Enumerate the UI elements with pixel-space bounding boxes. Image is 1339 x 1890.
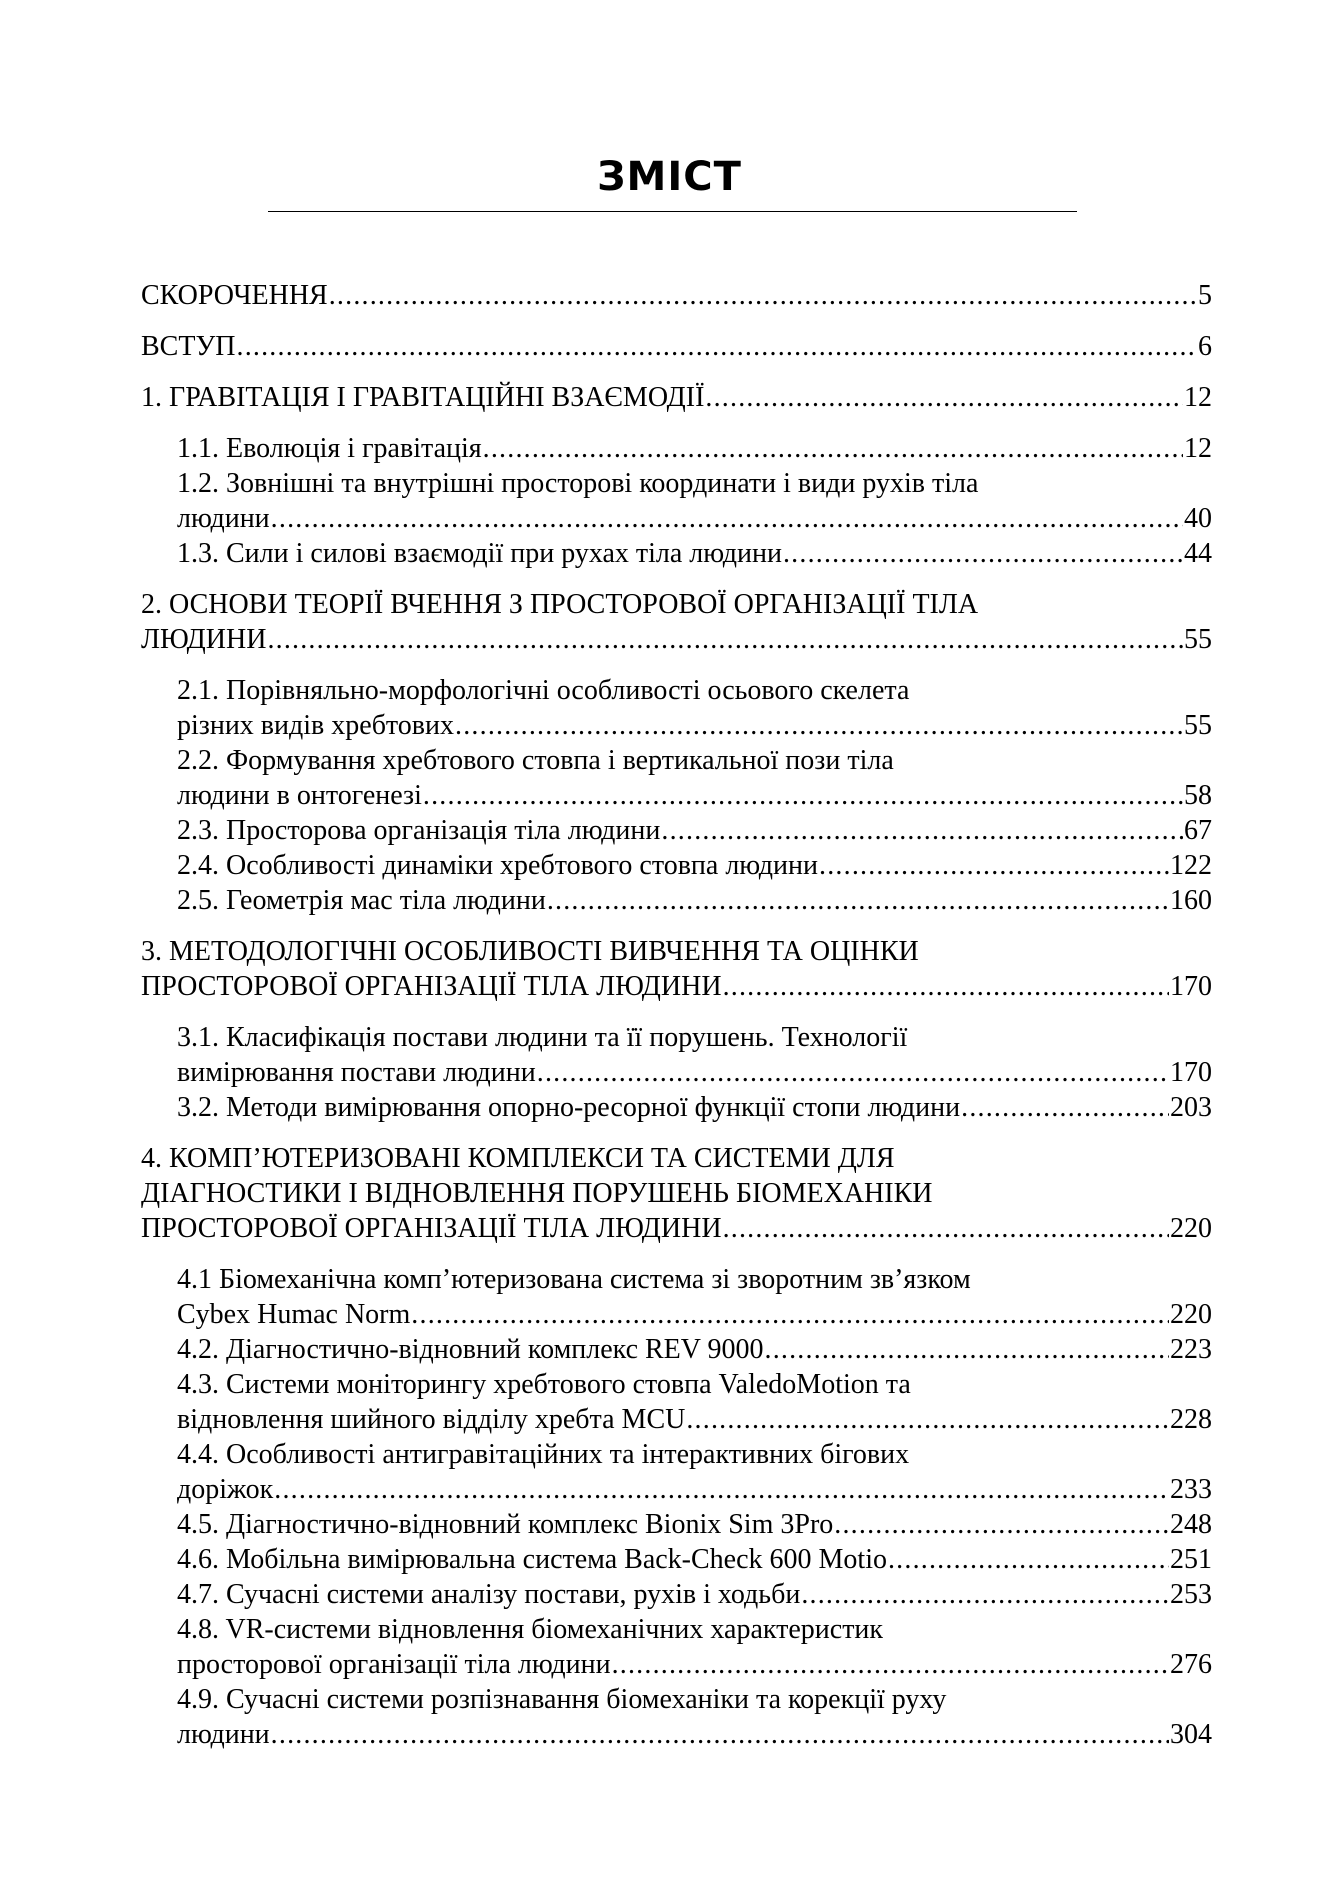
toc-page-number: 223 [1170, 1334, 1212, 1365]
toc-page-number: 220 [1170, 1299, 1212, 1330]
toc-entry-title: 2. ОСНОВИ ТЕОРІЇ ВЧЕННЯ З ПРОСТОРОВОЇ ОРГАНІЗАЦІЇ ТІЛА [141, 589, 979, 620]
toc-entry-title: ВСТУП [141, 331, 236, 362]
page-title: ЗМІСТ [597, 154, 742, 200]
toc-entry-title: 4.2. Діагностично-відновний комплекс REV 9000 [177, 1334, 764, 1365]
toc-page-number: 233 [1170, 1474, 1212, 1505]
toc-entry-title: вимірювання постави людини [177, 1057, 536, 1088]
toc-entry-title: СКОРОЧЕННЯ [141, 280, 328, 311]
toc-entry-title: 4.7. Сучасні системи аналізу постави, рухів і ходьби [177, 1579, 801, 1610]
toc-dot-leader [686, 1402, 1169, 1437]
toc-entry-title: 2.5. Геометрія мас тіла людини [177, 885, 546, 916]
toc-entry-title: доріжок [177, 1474, 274, 1505]
toc-dot-leader [723, 1211, 1169, 1246]
toc-page-number: 12 [1184, 433, 1212, 464]
toc-page-number: 276 [1170, 1649, 1212, 1680]
toc-entry-title: 2.4. Особливості динаміки хребтового стовпа людини [177, 850, 819, 881]
toc-page-number: 220 [1170, 1213, 1212, 1244]
toc-page-number: 5 [1198, 280, 1212, 311]
toc-entry-title: 4.4. Особливості антигравітаційних та інтерактивних бігових [177, 1439, 910, 1470]
toc-dot-leader [819, 848, 1169, 883]
toc-entry-title: 3.1. Класифікація постави людини та її порушень. Технології [177, 1022, 908, 1053]
toc-page-number: 251 [1170, 1544, 1212, 1575]
title-underline [268, 211, 1077, 212]
toc-entry-title: різних видів хребтових [177, 710, 455, 741]
toc-entry-title: просторової організації тіла людини [177, 1649, 611, 1680]
toc-entry-title: 3. МЕТОДОЛОГІЧНІ ОСОБЛИВОСТІ ВИВЧЕННЯ ТА ОЦІНКИ [141, 936, 919, 967]
toc-page-number: 55 [1184, 624, 1212, 655]
toc-entry-title: відновлення шийного відділу хребта MCU [177, 1404, 686, 1435]
toc-page-number: 55 [1184, 710, 1212, 741]
toc-dot-leader [961, 1090, 1169, 1125]
toc-dot-leader [661, 813, 1183, 848]
toc-page-number: 58 [1184, 780, 1212, 811]
toc-page-number: 170 [1170, 971, 1212, 1002]
toc-entry-title: ПРОСТОРОВОЇ ОРГАНІЗАЦІЇ ТІЛА ЛЮДИНИ [141, 1213, 722, 1244]
toc-dot-leader [411, 1297, 1169, 1332]
toc-entry-title: 4.6. Мобільна вимірювальна система Back-Check 600 Motio [177, 1544, 887, 1575]
toc-page-number: 67 [1184, 815, 1212, 846]
toc-dot-leader [834, 1507, 1169, 1542]
toc-page-number: 228 [1170, 1404, 1212, 1435]
toc-page-number: 248 [1170, 1509, 1212, 1540]
toc-entry-title: ПРОСТОРОВОЇ ОРГАНІЗАЦІЇ ТІЛА ЛЮДИНИ [141, 971, 722, 1002]
toc-dot-leader [888, 1542, 1169, 1577]
toc-dot-leader [801, 1577, 1169, 1612]
toc-entry-title: 4.1 Біомеханічна комп’ютеризована система зі зворотним зв’язком [177, 1264, 971, 1295]
toc-entry-title: ЛЮДИНИ [141, 624, 267, 655]
toc-entry-title: 2.1. Порівняльно-морфологічні особливості осьового скелета [177, 675, 910, 706]
toc-entry-title: 4.8. VR-системи відновлення біомеханічних характеристик [177, 1614, 884, 1645]
toc-entry-title: 1. ГРАВІТАЦІЯ І ГРАВІТАЦІЙНІ ВЗАЄМОДІЇ [141, 382, 705, 413]
toc-dot-leader [483, 431, 1183, 466]
toc-entry-title: 3.2. Методи вимірювання опорно-ресорної функції стопи людини [177, 1092, 961, 1123]
toc-entry-title: 4.5. Діагностично-відновний комплекс Bionix Sim 3Pro [177, 1509, 834, 1540]
toc-dot-leader [765, 1332, 1170, 1367]
toc-entry-title: людини в онтогенезі [177, 780, 422, 811]
toc-entry-title: 4.9. Сучасні системи розпізнавання біомеханіки та корекції руху [177, 1684, 947, 1715]
toc-page-number: 44 [1184, 538, 1212, 569]
toc-entry-title: 4. КОМП’ЮТЕРИЗОВАНІ КОМПЛЕКСИ ТА СИСТЕМИ ДЛЯ [141, 1143, 895, 1174]
toc-dot-leader [612, 1647, 1169, 1682]
toc-page-number: 253 [1170, 1579, 1212, 1610]
toc-entry-title: Cybex Humac Norm [177, 1299, 411, 1330]
toc-dot-leader [329, 278, 1197, 313]
toc-dot-leader [237, 329, 1198, 364]
toc-entry-title: 4.3. Системи моніторингу хребтового стовпа ValedoMotion та [177, 1369, 911, 1400]
toc-page-number: 160 [1170, 885, 1212, 916]
toc-dot-leader [423, 778, 1183, 813]
toc-entry-title: 1.1. Еволюція і гравітація [177, 433, 482, 464]
toc-dot-leader [723, 969, 1169, 1004]
toc-dot-leader [455, 708, 1183, 743]
toc-page-number: 122 [1170, 850, 1212, 881]
toc-entry-title: 1.2. Зовнішні та внутрішні просторові координати і види рухів тіла [177, 468, 979, 499]
toc-dot-leader [271, 1717, 1169, 1752]
toc-entry-title: людини [177, 1719, 270, 1750]
toc-entry-title: 2.3. Просторова організація тіла людини [177, 815, 661, 846]
toc-entry-title: 2.2. Формування хребтового стовпа і вертикальної пози тіла [177, 745, 894, 776]
toc-dot-leader [274, 1472, 1169, 1507]
toc-page-number: 40 [1184, 503, 1212, 534]
toc-dot-leader [537, 1055, 1169, 1090]
toc-page-number: 203 [1170, 1092, 1212, 1123]
toc-dot-leader [705, 380, 1183, 415]
toc-page-number: 6 [1198, 331, 1212, 362]
toc-entry-title: людини [177, 503, 270, 534]
toc-dot-leader [267, 622, 1183, 657]
toc-page-number: 170 [1170, 1057, 1212, 1088]
toc-page-number: 304 [1170, 1719, 1212, 1750]
toc-dot-leader [271, 501, 1183, 536]
toc-entry-title: ДІАГНОСТИКИ І ВІДНОВЛЕННЯ ПОРУШЕНЬ БІОМЕХАНІКИ [141, 1178, 933, 1209]
toc-page-number: 12 [1184, 382, 1212, 413]
toc-dot-leader [547, 883, 1169, 918]
toc-dot-leader [783, 536, 1183, 571]
toc-entry-title: 1.3. Сили і силові взаємодії при рухах тіла людини [177, 538, 782, 569]
